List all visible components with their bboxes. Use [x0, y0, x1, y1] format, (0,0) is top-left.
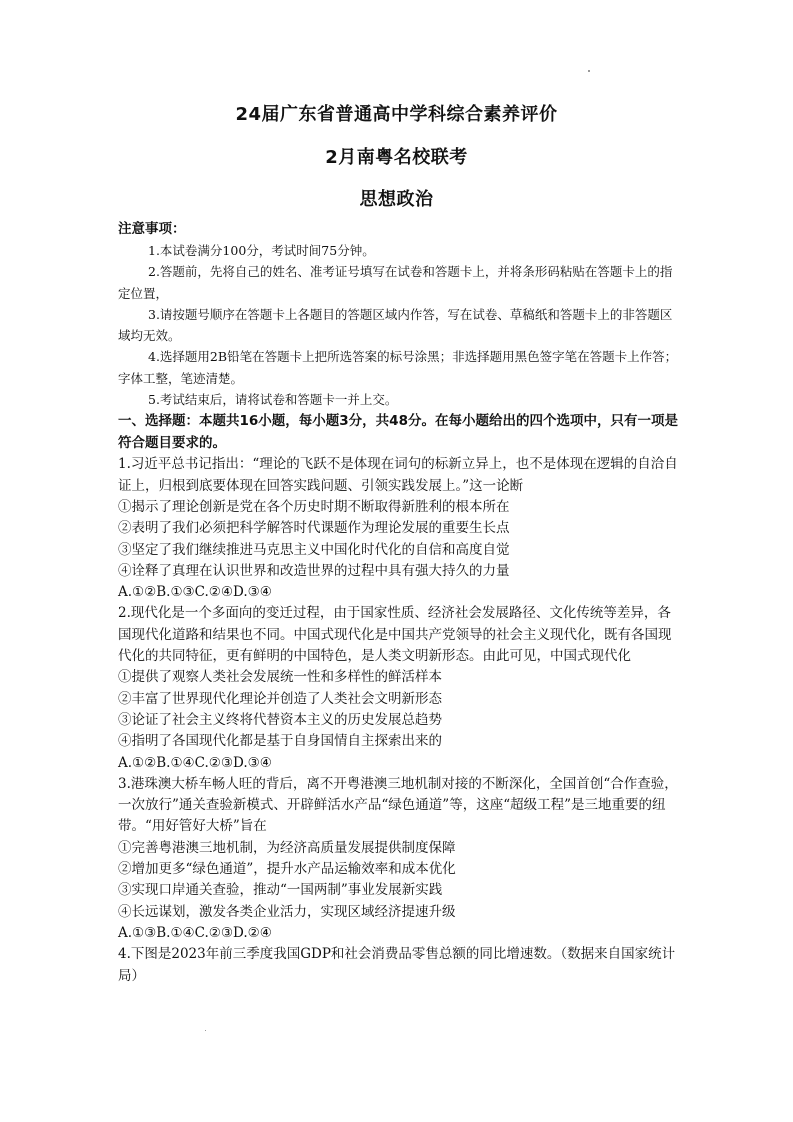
question-option: ②表明了我们必须把科学解答时代课题作为理论发展的重要生长点: [118, 520, 510, 537]
question-option: ③实现口岸通关查验，推动“一国两制”事业发展新实践: [118, 882, 443, 899]
question-stem: 4.下图是2023年前三季度我国GDP和社会消费品零售总额的同比增速数。（数据来自国家统计局）: [118, 946, 676, 984]
answer-choices: A.①②B.①④C.②③D.③④: [118, 754, 272, 771]
question-option: ①提供了观察人类社会发展统一性和多样性的鲜活样本: [118, 669, 442, 686]
scan-speck: [205, 1030, 206, 1031]
exam-subject: 思想政治: [359, 189, 434, 210]
question-stem: 1.习近平总书记指出：“理论的飞跃不是体现在词句的标新立异上，也不是体现在逻辑的自洽自证上，归根到底要体现在回答实践问题、引领实践发展上。”这一论断: [118, 456, 678, 494]
notice-heading: 注意事项：: [118, 221, 186, 237]
exam-title: 24届广东省普通高中学科综合素养评价: [235, 104, 558, 125]
notice-item: 3.请按题号顺序在答题卡上各题目的答题区域内作答，写在试卷、草稿纸和答题卡上的非答题区域均无效。: [118, 306, 673, 344]
question-option: ①揭示了理论创新是党在各个历史时期不断取得新胜利的根本所在: [118, 498, 510, 515]
question-stem: 3.港珠澳大桥车畅人旺的背后，离不开粤港澳三地机制对接的不断深化，全国首创“合作查验，一次放行”通关查验新模式、开辟鲜活水产品“绿色通道”等，这座“超级工程”是三地重要的纽带。“用好管好大桥”旨在: [118, 775, 678, 835]
question-option: ①完善粤港澳三地机制，为经济高质量发展提供制度保障: [118, 839, 456, 856]
question-option: ③论证了社会主义终将代替资本主义的历史发展总趋势: [118, 711, 442, 728]
question-option: ④诠释了真理在认识世界和改造世界的过程中具有强大持久的力量: [118, 562, 510, 579]
question-stem: 2.现代化是一个多面向的变迁过程，由于国家性质、经济社会发展路径、文化传统等差异，各国现代化道路和结果也不同。中国式现代化是中国共产党领导的社会主义现代化，既有各国现代化的共同特征，更有鲜明的中国特色，是人类文明新形态。由此可见，中国式现代化: [118, 605, 672, 665]
question-option: ②增加更多“绿色通道”，提升水产品运输效率和成本优化: [118, 861, 456, 878]
question-option: ④指明了各国现代化都是基于自身国情自主探索出来的: [118, 733, 442, 750]
section-heading: 一、选择题：本题共16小题，每小题3分，共48分。在每小题给出的四个选项中，只有一项是符合题目要求的。: [118, 413, 678, 452]
question-option: ②丰富了世界现代化理论并创造了人类社会文明新形态: [118, 690, 442, 707]
notice-item: 1.本试卷满分100分，考试时间75分钟。: [148, 243, 375, 258]
notice-item: 4.选择题用2B铅笔在答题卡上把所选答案的标号涂黑；非选择题用黑色签字笔在答题卡上作答；字体工整，笔迹清楚。: [118, 349, 678, 386]
answer-choices: A.①②B.①③C.②④D.③④: [118, 584, 272, 601]
notice-item: 2.答题前，先将自己的姓名、准考证号填写在试卷和答题卡上，并将条形码粘贴在答题卡上的指定位置，: [118, 264, 673, 301]
notice-item: 5.考试结束后，请将试卷和答题卡一并上交。: [148, 392, 398, 408]
exam-content: [118, 218, 678, 987]
question-option: ③坚定了我们继续推进马克思主义中国化时代化的自信和高度自觉: [118, 541, 510, 558]
question-option: ④长远谋划，激发各类企业活力，实现区域经济提速升级: [118, 903, 456, 920]
exam-subtitle: 2月南粤名校联考: [325, 147, 468, 168]
scan-speck: [588, 70, 590, 72]
answer-choices: A.①③B.①④C.②③D.②④: [118, 924, 272, 941]
